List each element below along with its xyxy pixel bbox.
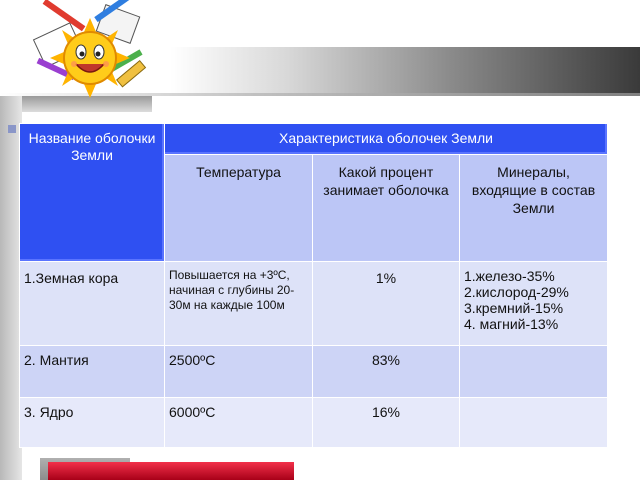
row-core-minerals [460, 398, 608, 448]
row-crust-percent: 1% [313, 262, 460, 346]
row-crust-temperature: Повышается на +3ºС, начиная с глубины 20-30м на каждые 100м [165, 262, 313, 346]
bottom-red-bar [48, 462, 294, 480]
header-percent: Какой процент занимает оболочка [313, 155, 460, 262]
row-core-name: 3. Ядро [20, 398, 165, 448]
row-core-temperature: 6000ºС [165, 398, 313, 448]
row-mantle-percent: 83% [313, 346, 460, 398]
header-temperature: Температура [165, 155, 313, 262]
row-mantle-minerals [460, 346, 608, 398]
header-characteristics: Характеристика оболочек Земли [165, 124, 608, 155]
earth-shells-table [19, 123, 608, 448]
smiling-sun-school-supplies-icon [30, 0, 150, 105]
mineral-item: 3.кремний-15% [464, 300, 564, 316]
bullet-icon [8, 125, 16, 133]
table-row [20, 346, 608, 398]
header-minerals: Минералы, входящие в состав Земли [460, 155, 608, 262]
mineral-item: 2.кислород-29% [464, 284, 569, 300]
table-row [20, 262, 608, 346]
header-gradient-band [170, 47, 640, 93]
row-core-percent: 16% [313, 398, 460, 448]
row-mantle-name: 2. Мантия [20, 346, 165, 398]
row-crust-name: 1.Земная кора [20, 262, 165, 346]
row-crust-minerals [460, 262, 608, 346]
header-shell-name: Название оболочки Земли [20, 124, 165, 262]
mineral-item: 4. магний-13% [464, 316, 559, 332]
table-row [20, 398, 608, 448]
mineral-item: 1.железо-35% [464, 268, 555, 284]
row-mantle-temperature: 2500ºС [165, 346, 313, 398]
